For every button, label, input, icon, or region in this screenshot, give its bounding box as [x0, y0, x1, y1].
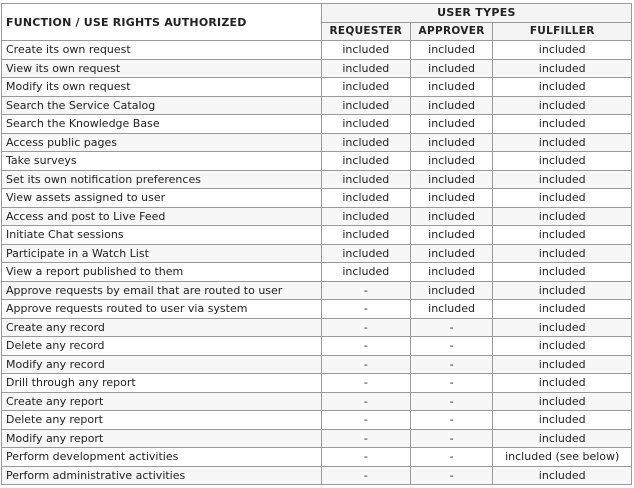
- function-cell: Search the Service Catalog: [2, 96, 322, 115]
- fulfiller-cell: included: [493, 411, 632, 430]
- function-cell: Access and post to Live Feed: [2, 207, 322, 226]
- function-cell: Create any record: [2, 318, 322, 337]
- requester-cell: -: [321, 318, 410, 337]
- approver-cell: included: [410, 281, 493, 300]
- requester-cell: -: [321, 355, 410, 374]
- fulfiller-cell: included: [493, 133, 632, 152]
- function-cell: Perform administrative activities: [2, 466, 322, 485]
- table-row: [2, 355, 632, 374]
- approver-cell: -: [410, 355, 493, 374]
- fulfiller-cell: included: [493, 189, 632, 208]
- table-row: [2, 170, 632, 189]
- function-cell: Perform development activities: [2, 448, 322, 467]
- table-row: [2, 189, 632, 208]
- table-row: [2, 96, 632, 115]
- fulfiller-cell: included: [493, 337, 632, 356]
- table-row: [2, 41, 632, 60]
- fulfiller-cell: included: [493, 226, 632, 245]
- function-cell: Modify any record: [2, 355, 322, 374]
- requester-cell: -: [321, 337, 410, 356]
- requester-cell: included: [321, 244, 410, 263]
- requester-cell: included: [321, 170, 410, 189]
- table-row: [2, 300, 632, 319]
- approver-cell: included: [410, 300, 493, 319]
- requester-cell: -: [321, 448, 410, 467]
- function-cell: Take surveys: [2, 152, 322, 171]
- approver-cell: -: [410, 392, 493, 411]
- requester-cell: included: [321, 207, 410, 226]
- table-row: [2, 374, 632, 393]
- requester-cell: included: [321, 41, 410, 60]
- table-row: [2, 281, 632, 300]
- table-row: [2, 115, 632, 134]
- approver-cell: -: [410, 466, 493, 485]
- table-row: [2, 411, 632, 430]
- table-row: [2, 337, 632, 356]
- fulfiller-cell: included: [493, 281, 632, 300]
- function-cell: Approve requests by email that are routed to user: [2, 281, 322, 300]
- table-row: [2, 392, 632, 411]
- fulfiller-cell: included: [493, 318, 632, 337]
- approver-cell: included: [410, 189, 493, 208]
- fulfiller-cell: included: [493, 300, 632, 319]
- fulfiller-cell: included: [493, 59, 632, 78]
- function-cell: Create its own request: [2, 41, 322, 60]
- requester-cell: included: [321, 152, 410, 171]
- function-cell: View assets assigned to user: [2, 189, 322, 208]
- approver-cell: -: [410, 448, 493, 467]
- approver-cell: -: [410, 337, 493, 356]
- requester-cell: included: [321, 59, 410, 78]
- table-row: [2, 59, 632, 78]
- table-row: [2, 429, 632, 448]
- user-types-group-header: USER TYPES: [321, 4, 631, 23]
- function-column-header: FUNCTION / USE RIGHTS AUTHORIZED: [2, 4, 322, 41]
- approver-cell: included: [410, 115, 493, 134]
- requester-cell: included: [321, 133, 410, 152]
- fulfiller-column-header: FULFILLER: [493, 22, 632, 41]
- function-cell: Initiate Chat sessions: [2, 226, 322, 245]
- function-cell: View its own request: [2, 59, 322, 78]
- function-cell: Modify its own request: [2, 78, 322, 97]
- requester-cell: -: [321, 392, 410, 411]
- fulfiller-cell: included: [493, 466, 632, 485]
- fulfiller-cell: included: [493, 96, 632, 115]
- requester-column-header: REQUESTER: [321, 22, 410, 41]
- function-cell: Delete any report: [2, 411, 322, 430]
- function-cell: View a report published to them: [2, 263, 322, 282]
- table-row: [2, 263, 632, 282]
- table-row: [2, 226, 632, 245]
- function-cell: Create any report: [2, 392, 322, 411]
- fulfiller-cell: included (see below): [493, 448, 632, 467]
- table-row: [2, 318, 632, 337]
- rights-table-body: [2, 41, 632, 485]
- approver-cell: included: [410, 41, 493, 60]
- function-cell: Drill through any report: [2, 374, 322, 393]
- fulfiller-cell: included: [493, 374, 632, 393]
- approver-cell: included: [410, 263, 493, 282]
- function-cell: Set its own notification preferences: [2, 170, 322, 189]
- table-row: [2, 448, 632, 467]
- fulfiller-cell: included: [493, 355, 632, 374]
- requester-cell: included: [321, 96, 410, 115]
- function-cell: Approve requests routed to user via system: [2, 300, 322, 319]
- function-cell: Delete any record: [2, 337, 322, 356]
- approver-cell: included: [410, 78, 493, 97]
- approver-cell: included: [410, 152, 493, 171]
- approver-cell: included: [410, 170, 493, 189]
- user-rights-table: [1, 3, 632, 485]
- requester-cell: -: [321, 281, 410, 300]
- approver-cell: -: [410, 429, 493, 448]
- approver-cell: -: [410, 374, 493, 393]
- fulfiller-cell: included: [493, 429, 632, 448]
- table-row: [2, 133, 632, 152]
- fulfiller-cell: included: [493, 244, 632, 263]
- fulfiller-cell: included: [493, 392, 632, 411]
- approver-cell: included: [410, 207, 493, 226]
- approver-cell: -: [410, 318, 493, 337]
- header-row-groups: [2, 4, 632, 23]
- fulfiller-cell: included: [493, 170, 632, 189]
- table-row: [2, 78, 632, 97]
- approver-cell: included: [410, 96, 493, 115]
- requester-cell: -: [321, 411, 410, 430]
- fulfiller-cell: included: [493, 115, 632, 134]
- requester-cell: included: [321, 78, 410, 97]
- approver-cell: -: [410, 411, 493, 430]
- fulfiller-cell: included: [493, 152, 632, 171]
- table-row: [2, 466, 632, 485]
- requester-cell: -: [321, 374, 410, 393]
- requester-cell: -: [321, 466, 410, 485]
- requester-cell: -: [321, 300, 410, 319]
- requester-cell: included: [321, 115, 410, 134]
- approver-cell: included: [410, 244, 493, 263]
- fulfiller-cell: included: [493, 78, 632, 97]
- fulfiller-cell: included: [493, 263, 632, 282]
- function-cell: Participate in a Watch List: [2, 244, 322, 263]
- approver-cell: included: [410, 133, 493, 152]
- function-cell: Access public pages: [2, 133, 322, 152]
- fulfiller-cell: included: [493, 207, 632, 226]
- requester-cell: included: [321, 263, 410, 282]
- table-row: [2, 207, 632, 226]
- approver-column-header: APPROVER: [410, 22, 493, 41]
- approver-cell: included: [410, 226, 493, 245]
- requester-cell: included: [321, 189, 410, 208]
- requester-cell: included: [321, 226, 410, 245]
- function-cell: Modify any report: [2, 429, 322, 448]
- table-row: [2, 152, 632, 171]
- requester-cell: -: [321, 429, 410, 448]
- approver-cell: included: [410, 59, 493, 78]
- fulfiller-cell: included: [493, 41, 632, 60]
- function-cell: Search the Knowledge Base: [2, 115, 322, 134]
- table-row: [2, 244, 632, 263]
